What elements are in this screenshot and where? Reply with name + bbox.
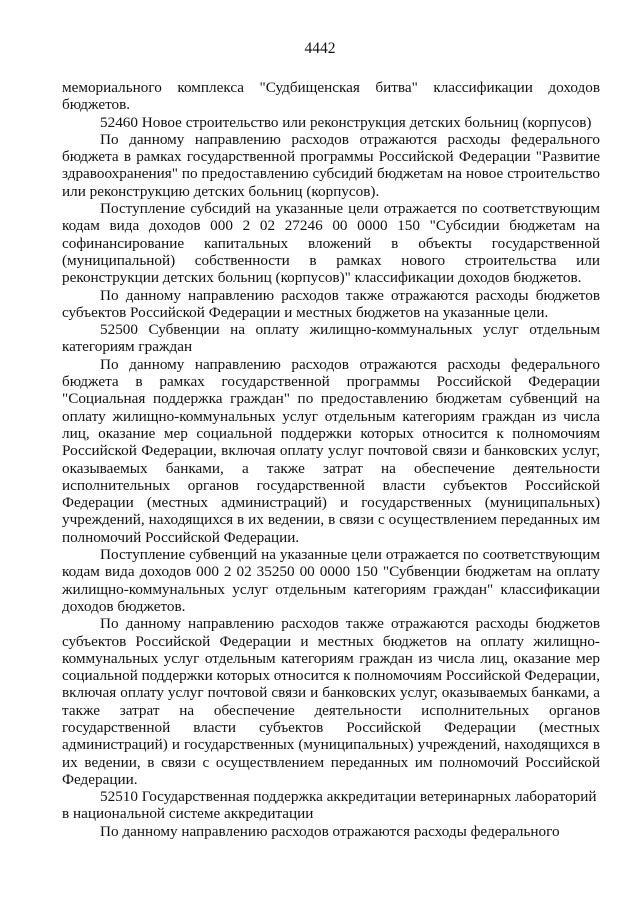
section-heading-52500: 52500 Субвенции на оплату жилищно-коммунальных услуг отдельным категориям граждан [62, 321, 600, 356]
paragraph: По данному направлению расходов также отражаются расходы бюджетов субъектов Российской Федерации и местных бюджетов на указанные цели. [62, 286, 600, 321]
paragraph: Поступление субвенций на указанные цели отражается по соответствующим кодам вида доходов 000 2 02 35250 00 0000 150 "Субвенции бюджетам на оплату жилищно-коммунальных услуг отдельным категориям граждан" классификации доходов бюджетов. [62, 546, 600, 615]
paragraph: По данному направлению расходов отражаются расходы федерального бюджета в рамках государственной программы Российской Федерации "Развитие здравоохранения" по предоставлению субсидий бюджетам на новое строительство или реконструкцию детских больниц (корпусов). [62, 130, 600, 200]
paragraph: Поступление субсидий на указанные цели отражается по соответствующим кодам вида доходов 000 2 02 27246 00 0000 150 "Субсидии бюджетам на софинансирование капитальных вложений в объекты государственной (муниципальной) собственности в рамках нового строительства или реконструкции детских больниц (корпусов)" классификации доходов бюджетов. [62, 200, 600, 287]
paragraph: По данному направлению расходов отражаются расходы федерального [100, 822, 560, 840]
paragraph-continuation: мемориального комплекса "Судбищенская битва" классификации доходов бюджетов. [62, 79, 600, 114]
section-heading-52460: 52460 Новое строительство или реконструкция детских больниц (корпусов) [100, 113, 592, 131]
paragraph: По данному направлению расходов также отражаются расходы бюджетов субъектов Российской Федерации и местных бюджетов на оплату жилищно-коммунальных услуг отдельным категориям граждан из числа лиц, оказание мер социальной поддержки которых относится к полномочиям Российской Федерации, включая оплату услуг почтовой связи и банковских услуг, оказываемых банками, а также затрат на обеспечение деятельности исполнительных органов государственной власти субъектов Российской Федерации (местных администраций) и государственных (муниципальных) учреждений, находящихся в их ведении, в связи с осуществлением переданных им полномочий Российской Федерации. [62, 615, 600, 788]
paragraph: По данному направлению расходов отражаются расходы федерального бюджета в рамках государственной программы Российской Федерации "Социальная поддержка граждан" по предоставлению бюджетам субвенций на оплату жилищно-коммунальных услуг отдельным категориям граждан из числа лиц, оказание мер социальной поддержки которых относится к полномочиям Российской Федерации, включая оплату услуг почтовой связи и банковских услуг, оказываемых банками, а также затрат на обеспечение деятельности исполнительных органов государственной власти субъектов Российской Федерации (местных администраций) и государственных (муниципальных) учреждений, находящихся в их ведении, в связи с осуществлением переданных им полномочий Российской Федерации. [62, 355, 600, 546]
page-number: 4442 [304, 40, 336, 57]
section-heading-52510: 52510 Государственная поддержка аккредитации ветеринарных лабораторий в национальной системе аккредитации [62, 788, 597, 823]
document-body [62, 79, 600, 840]
